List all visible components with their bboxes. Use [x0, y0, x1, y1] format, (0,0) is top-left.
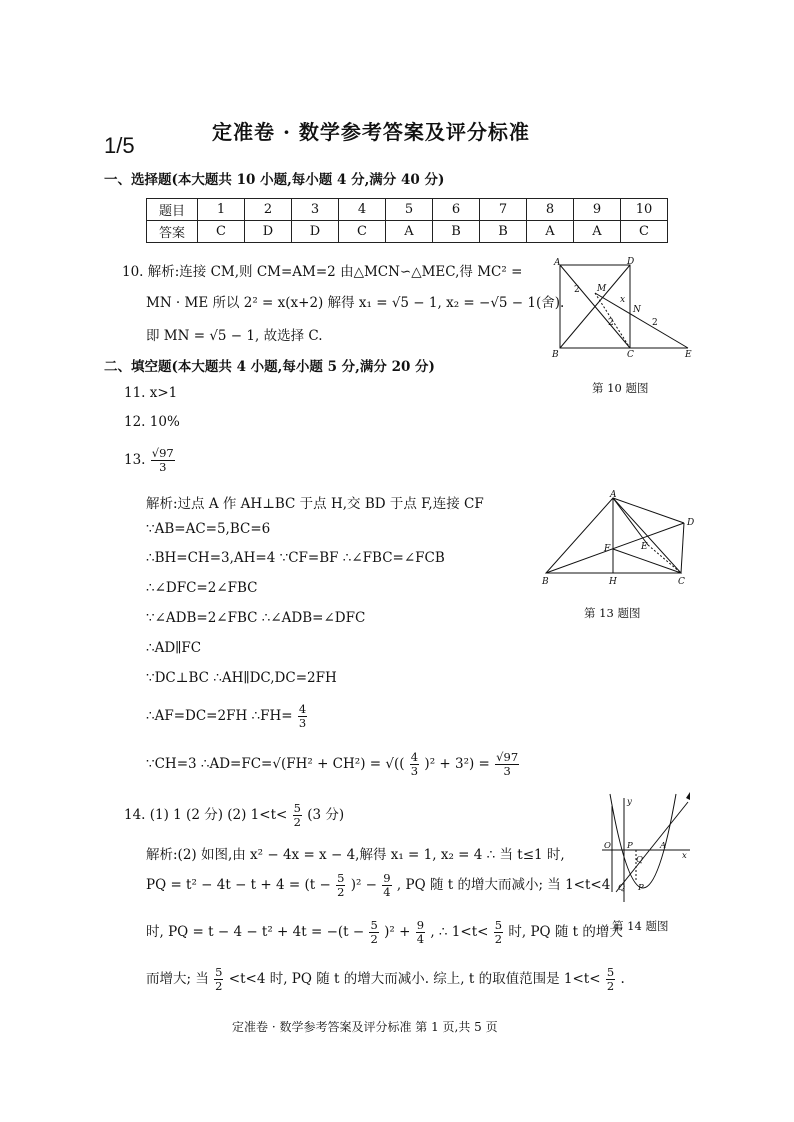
q14-fraction [369, 919, 378, 946]
q14-fraction [416, 919, 425, 946]
label-e: E [685, 350, 692, 360]
q13-inner-fraction [410, 751, 419, 778]
answer-cell: C [198, 221, 245, 243]
q14-line-4-text-c: , ∴ 1<t< [430, 924, 489, 940]
q10-figure [548, 255, 698, 365]
q13-line-5: ∵∠ADB=2∠FBC ∴∠ADB=∠DFC [146, 610, 366, 626]
label-x: x [620, 295, 626, 305]
row-label-answer: 答案 [147, 221, 198, 243]
fraction-denominator: 2 [215, 979, 223, 993]
page-indicator: 1/5 [104, 133, 135, 158]
q14-line-5-text-c: . [620, 971, 625, 987]
page-footer: 定准卷 · 数学参考答案及评分标准 第 1 页,共 5 页 [232, 1020, 498, 1034]
answer-table-row-numbers [147, 199, 668, 221]
fraction-denominator: 3 [298, 716, 307, 730]
fraction-denominator: 3 [410, 764, 419, 778]
label-c: C [627, 350, 634, 360]
fraction-numerator: √97 [151, 446, 174, 460]
section-2-heading: 二、填空题(本大题共 4 小题,每小题 5 分,满分 20 分) [104, 359, 435, 375]
q13-figure [536, 488, 701, 588]
label-n: N [633, 305, 641, 315]
q14-fraction [606, 966, 615, 993]
question-number-cell: 2 [245, 199, 292, 221]
label-y: y [627, 797, 632, 807]
fraction-numerator: 9 [416, 918, 425, 932]
fraction-denominator: 3 [159, 460, 167, 474]
fraction-denominator: 3 [503, 764, 511, 778]
fraction-numerator: 4 [410, 750, 419, 764]
label-d: D [627, 257, 635, 267]
q13-caption: 第 13 题图 [584, 606, 641, 620]
question-number-cell: 4 [339, 199, 386, 221]
fraction-denominator: 2 [293, 815, 301, 829]
q13-answer-fraction [151, 447, 175, 474]
answer-cell: A [386, 221, 433, 243]
answer-cell: A [574, 221, 621, 243]
label-2-cm: 2 [608, 318, 614, 328]
section-1-heading: 一、选择题(本大题共 10 小题,每小题 4 分,满分 40 分) [104, 172, 445, 188]
label-d: D [687, 518, 695, 528]
label-e: E [641, 542, 648, 552]
q10-line-3: 即 MN = √5 − 1, 故选择 C. [146, 328, 323, 344]
q13-line-9-text-b: )² + 3²) = [424, 756, 490, 772]
fraction-numerator: 5 [494, 918, 503, 932]
q14-line-4-text-b: )² + [384, 924, 411, 940]
answer-cell: C [339, 221, 386, 243]
fraction-numerator: 5 [215, 965, 223, 979]
fraction-numerator: 5 [337, 871, 345, 885]
q14-answer-score: (3 分) [307, 807, 345, 823]
q13-line-3: ∴BH=CH=3,AH=4 ∵CF=BF ∴∠FBC=∠FCB [146, 550, 445, 566]
label-x: x [682, 851, 687, 861]
q14-fraction [336, 872, 345, 899]
label-h: H [609, 577, 617, 587]
segment-ae [613, 498, 648, 545]
label-2-ne: 2 [652, 318, 658, 328]
answer-cell: B [480, 221, 527, 243]
q14-line-3-text-b: )² − [350, 877, 377, 893]
q13-line-2: ∵AB=AC=5,BC=6 [146, 521, 271, 537]
question-number-cell: 10 [621, 199, 668, 221]
fraction-numerator: 9 [383, 871, 391, 885]
question-number-cell: 6 [433, 199, 480, 221]
row-label-number: 题目 [147, 199, 198, 221]
q13-line-1: 解析:过点 A 作 AH⊥BC 于点 H,交 BD 于点 F,连接 CF [146, 496, 484, 512]
label-q-lower: Q [618, 883, 625, 893]
q11-answer: 11. x>1 [124, 385, 178, 401]
label-a: A [610, 490, 617, 500]
fraction-denominator: 4 [383, 885, 391, 899]
q14-line-3-text-c: , PQ 随 t 的增大而减小; 当 1<t<4 [396, 877, 611, 893]
x-axis-arrow [686, 792, 690, 800]
q10-line-2: MN · ME 所以 2² = x(x+2) 解得 x₁ = √5 − 1, x₂ = −√5 − 1(舍). [146, 295, 565, 311]
fraction-denominator: 2 [337, 885, 345, 899]
fraction-numerator: √97 [496, 750, 519, 764]
answer-cell: A [527, 221, 574, 243]
label-a: A [660, 841, 667, 851]
label-f: F [604, 544, 611, 554]
q10-line-1: 10. 解析:连接 CM,则 CM=AM=2 由△MCN∽△MEC,得 MC² = [122, 264, 523, 280]
question-number-cell: 1 [198, 199, 245, 221]
fraction-denominator: 2 [370, 932, 378, 946]
answer-cell: D [292, 221, 339, 243]
fraction-numerator: 5 [370, 918, 378, 932]
q14-answer [124, 802, 344, 829]
q13-line-9 [146, 751, 520, 778]
segment-dc [681, 523, 684, 573]
answer-table-row-answers [147, 221, 668, 243]
q13-answer [124, 447, 176, 474]
label-2-am: 2 [574, 285, 580, 295]
q14-line-5-text-b: <t<4 时, PQ 随 t 的增大而减小. 综上, t 的取值范围是 1<t< [228, 971, 601, 987]
label-p: P [627, 841, 633, 851]
question-number-cell: 5 [386, 199, 433, 221]
question-number-cell: 8 [527, 199, 574, 221]
label-q: Q [636, 855, 643, 865]
question-number-cell: 7 [480, 199, 527, 221]
q14-answer-fraction [293, 802, 302, 829]
q13-line-6: ∴AD∥FC [146, 640, 202, 656]
answer-table [146, 198, 668, 243]
q13-line-4: ∴∠DFC=2∠FBC [146, 580, 258, 596]
segment-ad [613, 498, 684, 523]
fraction-numerator: 5 [606, 965, 615, 979]
q14-answer-text: 14. (1) 1 (2 分) (2) 1<t< [124, 807, 288, 823]
label-b: B [542, 577, 549, 587]
label-b: B [552, 350, 559, 360]
answer-cell: C [621, 221, 668, 243]
label-p-lower: P [638, 883, 644, 893]
q13-fh-fraction [298, 703, 307, 730]
q13-line-8-text: ∴AF=DC=2FH ∴FH= [146, 708, 293, 724]
fraction-denominator: 2 [606, 979, 615, 993]
q14-caption: 第 14 题图 [612, 919, 669, 933]
q13-line-7: ∵DC⊥BC ∴AH∥DC,DC=2FH [146, 670, 337, 686]
q13-number: 13. [124, 452, 146, 468]
answer-cell: D [245, 221, 292, 243]
q14-fraction [382, 872, 391, 899]
q14-line-4 [146, 919, 623, 946]
segment-ec-dashed [648, 545, 681, 573]
q14-line-5-text: 而增大; 当 [146, 971, 209, 987]
q14-line-5 [146, 966, 625, 993]
q13-line-9-text: ∵CH=3 ∴AD=FC=√(FH² + CH²) = √(( [146, 756, 405, 772]
fraction-numerator: 5 [293, 801, 301, 815]
q14-line-2: 解析:(2) 如图,由 x² − 4x = x − 4,解得 x₁ = 1, x₂ = 4 ∴ 当 t≤1 时, [146, 847, 565, 863]
answer-cell: B [433, 221, 480, 243]
question-number-cell: 3 [292, 199, 339, 221]
label-c: C [678, 577, 685, 587]
q14-line-4-text: 时, PQ = t − 4 − t² + 4t = −(t − [146, 924, 365, 940]
q12-answer: 12. 10% [124, 414, 180, 430]
fraction-numerator: 4 [298, 702, 307, 716]
q14-line-3 [146, 872, 610, 899]
q13-line-8 [146, 703, 308, 730]
q14-figure [598, 792, 694, 904]
page-title: 定准卷 · 数学参考答案及评分标准 [212, 120, 530, 144]
label-o: O [604, 841, 611, 851]
segment-fc [613, 549, 681, 573]
q14-fraction [494, 919, 503, 946]
q14-line-3-text: PQ = t² − 4t − t + 4 = (t − [146, 877, 331, 893]
label-m: M [597, 284, 607, 294]
question-number-cell: 9 [574, 199, 621, 221]
fraction-denominator: 2 [494, 932, 503, 946]
q14-fraction [214, 966, 223, 993]
label-a: A [554, 258, 561, 268]
fraction-denominator: 4 [416, 932, 425, 946]
segment-bd [546, 523, 684, 573]
q13-result-fraction [495, 751, 519, 778]
q10-caption: 第 10 题图 [592, 381, 649, 395]
q14-line-4-text-d: 时, PQ 随 t 的增大 [508, 924, 623, 940]
